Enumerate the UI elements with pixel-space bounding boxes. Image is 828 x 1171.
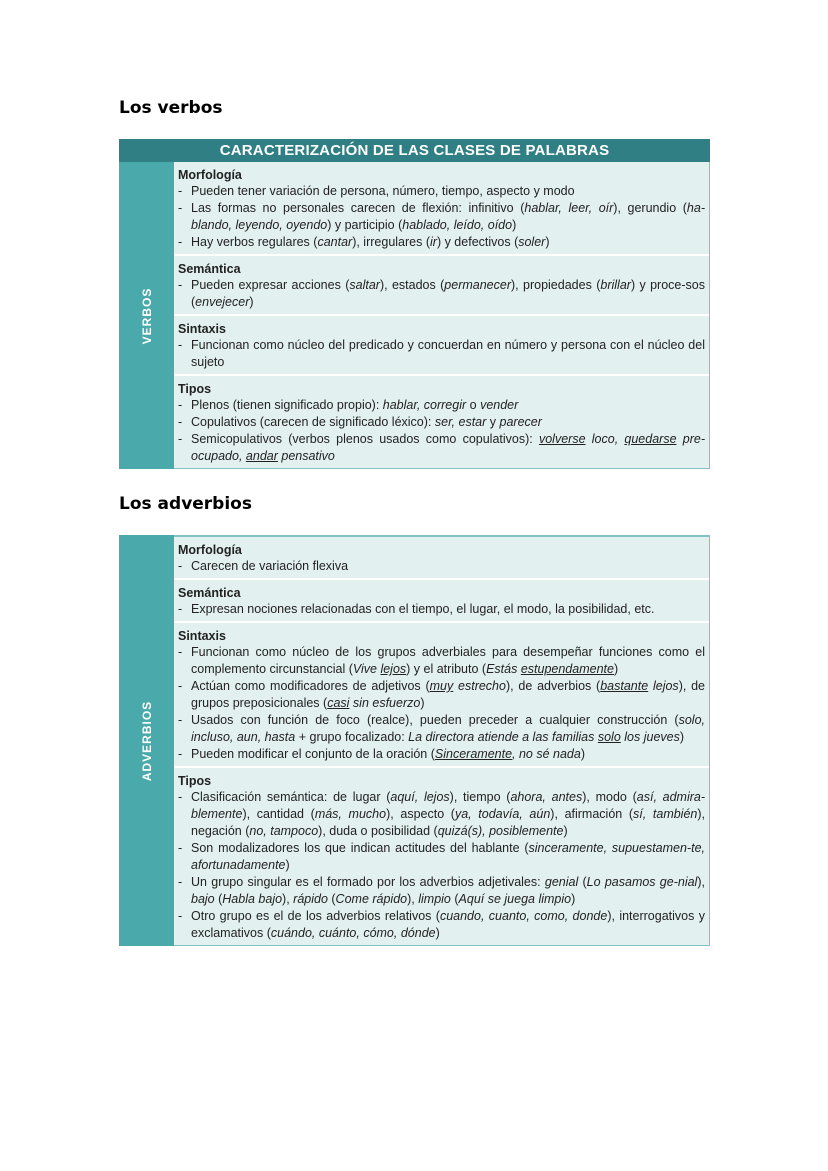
section-title: Morfología [178, 168, 242, 182]
adverbios-table [119, 535, 710, 946]
list-item: - Hay verbos regulares (cantar), irregulares (ir) y defectivos (soler) [178, 234, 705, 251]
verbos-side-label: VERBOS [139, 287, 154, 344]
section-title: Semántica [178, 586, 241, 600]
list-item: - Copulativos (carecen de significado léxico): ser, estar y parecer [178, 414, 705, 431]
verbos-table [119, 139, 710, 469]
list-item: - Usados con función de foco (realce), pueden preceder a cualquier construcción (solo, incluso, aun, hasta + grupo focalizado: La directora atiende a las familias solo los jueves) [178, 712, 705, 746]
list-item: - Otro grupo es el de los adverbios relativos (cuando, cuanto, como, donde), interrogativos y exclamativos (cuándo, cuánto, cómo, dónde) [178, 908, 705, 942]
list-item: - Expresan nociones relacionadas con el tiempo, el lugar, el modo, la posibilidad, etc. [178, 601, 705, 618]
list-item: - Plenos (tienen significado propio): hablar, corregir o vender [178, 397, 705, 414]
section-title: Morfología [178, 543, 242, 557]
verbos-heading: Los verbos [119, 98, 223, 118]
section-tipos [174, 768, 709, 946]
section-semantica [174, 256, 709, 316]
list-item: - Pueden tener variación de persona, número, tiempo, aspecto y modo [178, 183, 705, 200]
verbos-sections [174, 162, 710, 469]
section-sintaxis [174, 316, 709, 376]
list-item: - Clasificación semántica: de lugar (aquí, lejos), tiempo (ahora, antes), modo (así, admira-blemente), cantidad (más, mucho), aspecto (ya, todavía, aún), afirmación (sí, también), negación (no, tampoco), duda o posibilidad (quizá(s), posiblemente) [178, 789, 705, 840]
adverbios-side-label: ADVERBIOS [139, 700, 154, 781]
adverbios-heading: Los adverbios [119, 494, 252, 514]
list-item: - Carecen de variación flexiva [178, 558, 705, 575]
list-item: - Un grupo singular es el formado por los adverbios adjetivales: genial (Lo pasamos ge-nial), bajo (Habla bajo), rápido (Come rápido), limpio (Aquí se juega limpio) [178, 874, 705, 908]
section-tipos [174, 376, 709, 469]
section-morfologia [174, 162, 709, 256]
list-item: - Semicopulativos (verbos plenos usados como copulativos): volverse loco, quedarse pre-ocupado, andar pensativo [178, 431, 705, 465]
list-item: - Pueden expresar acciones (saltar), estados (permanecer), propiedades (brillar) y proce-sos (envejecer) [178, 277, 705, 311]
list-item: - Las formas no personales carecen de flexión: infinitivo (hablar, leer, oír), gerundio (ha-blando, leyendo, oyendo) y participio (hablado, leído, oído) [178, 200, 705, 234]
section-morfologia [174, 535, 709, 580]
table-title: CARACTERIZACIÓN DE LAS CLASES DE PALABRAS [119, 139, 710, 162]
section-title: Tipos [178, 774, 212, 788]
adverbios-sections [174, 535, 710, 946]
section-sintaxis [174, 623, 709, 768]
section-title: Semántica [178, 262, 241, 276]
list-item: - Actúan como modificadores de adjetivos (muy estrecho), de adverbios (bastante lejos), de grupos preposicionales (casi sin esfuerzo) [178, 678, 705, 712]
section-title: Tipos [178, 382, 212, 396]
list-item: - Son modalizadores los que indican actitudes del hablante (sinceramente, supuestamen-te, afortunadamente) [178, 840, 705, 874]
list-item: - Pueden modificar el conjunto de la oración (Sinceramente, no sé nada) [178, 746, 705, 763]
section-title: Sintaxis [178, 629, 226, 643]
section-semantica [174, 580, 709, 623]
list-item: - Funcionan como núcleo de los grupos adverbiales para desempeñar funciones como el complemento circunstancial (Vive lejos) y el atributo (Estás estupendamente) [178, 644, 705, 678]
list-item: - Funcionan como núcleo del predicado y concuerdan en número y persona con el núcleo del sujeto [178, 337, 705, 371]
adverbios-side-bar [119, 535, 174, 946]
section-title: Sintaxis [178, 322, 226, 336]
verbos-side-bar [119, 162, 174, 469]
